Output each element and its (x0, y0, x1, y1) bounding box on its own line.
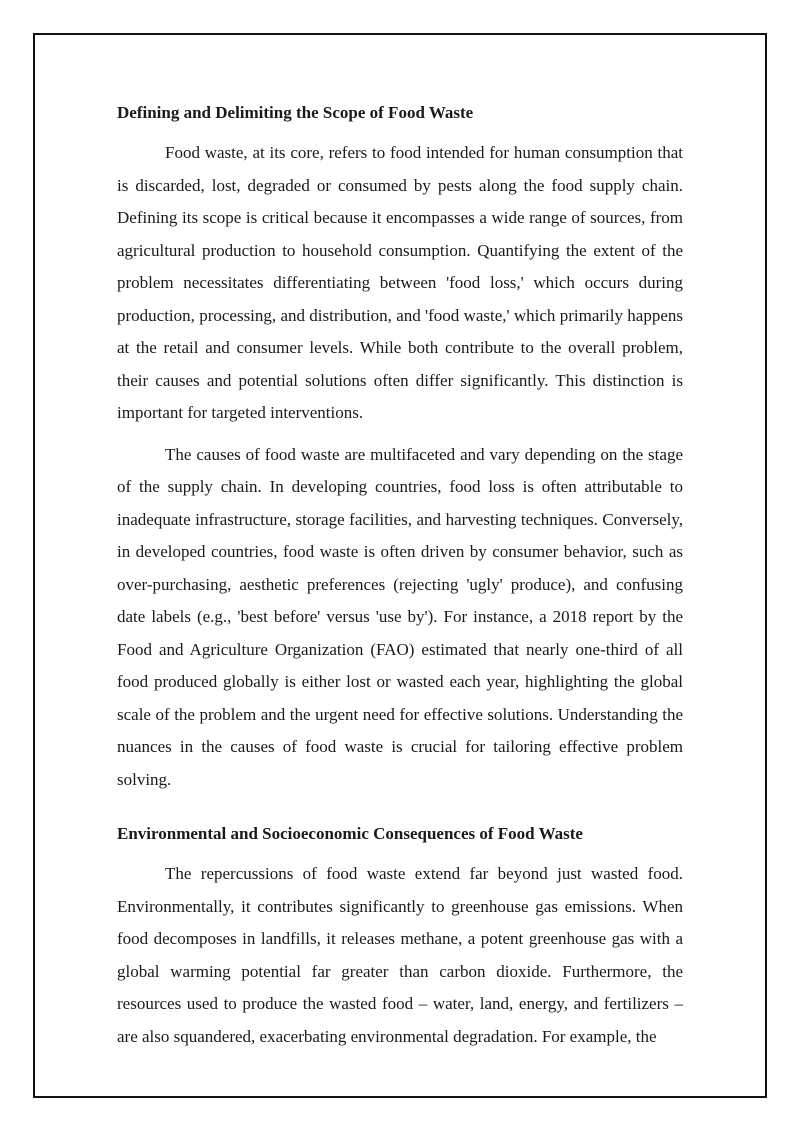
section-heading: Defining and Delimiting the Scope of Food Waste (117, 103, 474, 122)
page-frame (33, 33, 767, 1098)
body-paragraph: The causes of food waste are multifaceted and vary depending on the stage of the supply chain. In developing countries, food loss is often attributable to inadequate infrastructure, storage facilities, and harvesting techniques. Conversely, in developed countries, food waste is often driven by consumer behavior, such as over-purchasing, aesthetic preferences (rejecting 'ugly' produce), and confusing date labels (e.g., 'best before' versus 'use by'). For instance, a 2018 report by the Food and Agriculture Organization (FAO) estimated that nearly one-third of all food produced globally is either lost or wasted each year, highlighting the global scale of the problem and the urgent need for effective solutions. Understanding the nuances in the causes of food waste is crucial for tailoring effective problem solving. (117, 444, 683, 789)
body-paragraph: Food waste, at its core, refers to food intended for human consumption that is discarded, lost, degraded or consumed by pests along the food supply chain. Defining its scope is critical because it encompasses a wide range of sources, from agricultural production to household consumption. Quantifying the extent of the problem necessitates differentiating between 'food loss,' which occurs during production, processing, and distribution, and 'food waste,' which primarily happens at the retail and consumer levels. While both contribute to the overall problem, their causes and potential solutions often differ significantly. This distinction is important for targeted interventions. (117, 143, 683, 422)
section-heading: Environmental and Socioeconomic Consequences of Food Waste (117, 824, 583, 843)
document-body (117, 101, 683, 1062)
body-paragraph: The repercussions of food waste extend far beyond just wasted food. Environmentally, it contributes significantly to greenhouse gas emissions. When food decomposes in landfills, it releases methane, a potent greenhouse gas with a global warming potential far greater than carbon dioxide. Furthermore, the resources used to produce the wasted food – water, land, energy, and fertilizers – are also squandered, exacerbating environmental degradation. For example, the (117, 864, 683, 1046)
